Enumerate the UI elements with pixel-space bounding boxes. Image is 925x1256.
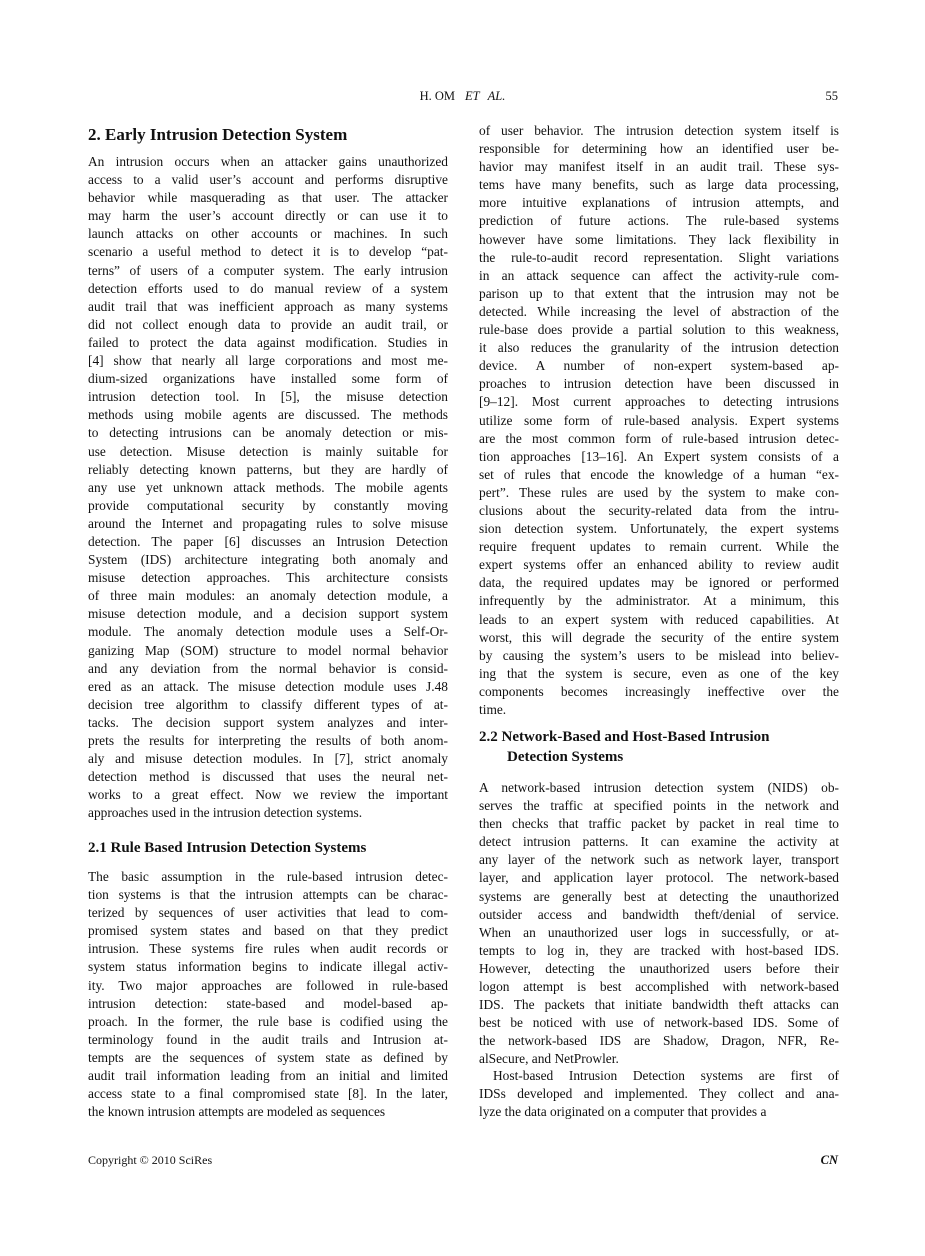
- text-line: decision tree algorithm to classify different types of at-: [88, 696, 448, 712]
- text-line: rule-base does provide a partial solution to this weakness,: [479, 322, 839, 338]
- text-line: any layer of the network such as network layer, transport: [479, 852, 839, 868]
- text-line: audit trail that was inefficient approach as many systems: [88, 298, 448, 314]
- text-line: [9–12]. Most current approaches to detecting intrusions: [479, 394, 839, 410]
- subsection-heading: 2.1 Rule Based Intrusion Detection Systems: [88, 840, 367, 856]
- text-line: infrequently by the administrator. At a minimum, this: [479, 593, 839, 609]
- text-line: may harm the user’s account directly or can use it to: [88, 208, 448, 224]
- text-line: worst, this will degrade the security of the entire system: [479, 629, 839, 645]
- paragraph: [88, 868, 448, 1121]
- text-line: of three main modules: an anomaly detection module, a: [88, 588, 448, 604]
- paragraph: [479, 779, 839, 1069]
- text-line: pert”. These rules are used by the system to make con-: [479, 484, 839, 500]
- text-line: intrusion detection tool. In [5], the misuse detection: [88, 389, 448, 405]
- text-line: lyze the data originated on a computer that provides a: [479, 1104, 767, 1120]
- text-line: terized by sequences of user activities that lead to com-: [88, 905, 448, 921]
- text-line: When an unauthorized user logs in successfully, or at-: [479, 924, 839, 940]
- header-et: ET: [465, 89, 480, 103]
- text-line: more intuitive explanations of intrusion attempts, and: [479, 195, 839, 211]
- text-line: components becomes increasingly ineffective over the: [479, 683, 839, 699]
- text-line: methods using mobile agents are discussed. The methods: [88, 407, 448, 423]
- text-line: module. The anomaly detection module uses a Self-Or-: [88, 624, 448, 640]
- text-line: failed to protect the data against modification. Studies in: [88, 334, 448, 350]
- text-line: provide computational security by constantly moving: [88, 497, 448, 513]
- text-line: detection method is discussed that uses the neural net-: [88, 769, 448, 785]
- text-line: prediction of future actions. The rule-based systems: [479, 213, 839, 229]
- text-line: in an attack sequence can affect the activity-rule com-: [479, 267, 839, 283]
- text-line: of user behavior. The intrusion detection system itself is: [479, 123, 839, 138]
- text-line: promised system states and based on that they predict: [88, 923, 448, 939]
- text-line: reliably detecting known patterns, but they are hardly of: [88, 461, 448, 477]
- paragraph: [88, 153, 448, 822]
- subsection-heading-cont: Detection Systems: [507, 749, 624, 765]
- journal-abbrev: CN: [820, 1153, 838, 1167]
- text-line: it also reduces the granularity of the intrusion detection: [479, 340, 839, 356]
- text-line: responsible for determining how an identified user be-: [479, 141, 839, 157]
- text-line: ing that the system is secure, even as one of the key: [479, 665, 839, 681]
- text-line: approaches used in the intrusion detection systems.: [88, 805, 363, 821]
- text-line: prets the results for interpreting the results of both anom-: [88, 733, 448, 748]
- paragraph: [479, 1067, 839, 1121]
- text-line: access state to a final compromised state [8]. In the later,: [88, 1086, 448, 1102]
- running-header: [0, 89, 925, 104]
- text-line: set of rules that encode the knowledge of a human “ex-: [479, 466, 839, 482]
- text-line: leads to an expert system with reduced capabilities. At: [479, 611, 839, 627]
- text-line: misuse detection approaches. This architecture consists: [88, 570, 448, 586]
- text-line: dium-sized organizations have installed some form of: [88, 371, 448, 387]
- text-line: the network-based IDS are Shadow, Dragon, NFR, Re-: [479, 1033, 839, 1049]
- text-line: ered as an attack. The misuse detection module uses J.48: [88, 678, 448, 694]
- text-line: by causing the system’s users to be mislead into believ-: [479, 647, 839, 663]
- text-line: ity. Two major approaches are followed in rule-based: [88, 977, 448, 993]
- text-line: intrusion detection: state-based and model-based ap-: [88, 995, 448, 1011]
- text-line: the known intrusion attempts are modeled as sequences: [88, 1104, 386, 1120]
- text-line: alSecure, and NetProwler.: [479, 1051, 619, 1067]
- text-line: tion approaches [13–16]. An Expert system consists of a: [479, 448, 839, 464]
- text-line: systems are generally best at detecting the unauthorized: [479, 888, 839, 904]
- text-line: however have some limitations. They lack flexibility in: [479, 231, 839, 247]
- text-line: IDS. The packets that initiate bandwidth theft attacks can: [479, 997, 839, 1013]
- text-line: tacks. The decision support system analyzes and inter-: [88, 714, 448, 730]
- paragraph: [479, 122, 839, 719]
- text-line: misuse detection module, and a decision support system: [88, 606, 448, 622]
- text-line: scenario a useful method to detect it is to develop “pat-: [88, 244, 448, 260]
- text-line: Host-based Intrusion Detection systems are first of: [493, 1068, 839, 1083]
- text-line: outsider access and bandwidth theft/denial of service.: [479, 906, 839, 922]
- header-al: AL.: [487, 89, 506, 103]
- text-line: aly and misuse detection modules. In [7], strict anomaly: [88, 751, 448, 767]
- text-line: time.: [479, 702, 507, 717]
- text-line: parison up to that extent that the intrusion may not be: [479, 285, 839, 301]
- page-number: 55: [825, 89, 838, 103]
- section-heading: 2. Early Intrusion Detection System: [88, 125, 348, 144]
- text-line: A network-based intrusion detection system (NIDS) ob-: [479, 780, 839, 795]
- text-line: However, detecting the unauthorized users before their: [479, 960, 839, 976]
- text-line: system status information begins to indicate illegal activ-: [88, 959, 448, 975]
- text-line: layer, and application layer protocol. The network-based: [479, 870, 839, 886]
- text-line: IDSs developed and implemented. They collect and ana-: [479, 1086, 839, 1102]
- text-line: detect intrusion patterns. It can examine the activity at: [479, 834, 839, 850]
- copyright: Copyright © 2010 SciRes: [88, 1153, 213, 1167]
- text-line: and any deviation from the normal behavior is consid-: [88, 660, 448, 676]
- text-line: the rule-to-audit record representation. Slight variations: [479, 249, 839, 265]
- text-line: serves the traffic at specified points in the network and: [479, 798, 839, 814]
- text-line: to detecting intrusions can be anomaly detection or mis-: [88, 425, 448, 441]
- text-line: intrusion. These systems fire rules when audit records or: [88, 941, 448, 957]
- text-line: tempts are the sequences of system state as defined by: [88, 1049, 448, 1065]
- text-line: proach. In the former, the rule base is codified using the: [88, 1013, 448, 1029]
- text-line: An intrusion occurs when an attacker gains unauthorized: [88, 154, 448, 169]
- text-line: tems have many benefits, such as large data processing,: [479, 177, 839, 193]
- text-line: did not collect enough data to provide an audit trail, or: [88, 316, 448, 332]
- text-line: expert systems offer an enhanced ability to review audit: [479, 557, 839, 573]
- text-line: detected. While increasing the level of abstraction of the: [479, 303, 839, 319]
- text-line: ganizing Map (SOM) structure to model normal behavior: [88, 642, 448, 658]
- header-authors: H. OM: [419, 89, 456, 103]
- text-line: audit trail information leading from an initial and limited: [88, 1068, 448, 1084]
- text-line: best be noticed with use of network-based IDS. Some of: [479, 1015, 839, 1031]
- text-line: launch attacks on other accounts or machines. In such: [88, 226, 448, 242]
- text-line: havior may manifest itself in an audit trail. These sys-: [479, 159, 839, 175]
- text-line: tion systems is that the intrusion attempts can be charac-: [88, 887, 448, 903]
- text-line: detection. The paper [6] discusses an Intrusion Detection: [88, 533, 448, 549]
- text-line: logon attempt is best accomplished with network-based: [479, 979, 839, 995]
- text-line: works to a great effect. Now we review the important: [88, 787, 448, 803]
- text-line: tempts to log in, they are tracked with host-based IDS.: [479, 942, 839, 958]
- text-line: any use yet unknown attack methods. The mobile agents: [88, 479, 448, 495]
- text-line: then checks that traffic packet by packet in real time to: [479, 816, 839, 832]
- text-line: access to a valid user’s account and performs disruptive: [88, 172, 448, 188]
- text-line: terns” of users of a computer system. The early intrusion: [88, 262, 448, 278]
- text-line: detection efforts used to do manual review of a system: [88, 280, 448, 296]
- text-line: terminology found in the audit trails and Intrusion at-: [88, 1031, 448, 1047]
- text-line: require frequent updates to remain current. While the: [479, 539, 839, 555]
- text-line: proaches to intrusion detection have been discussed in: [479, 376, 839, 392]
- text-line: are the most common form of rule-based intrusion detec-: [479, 430, 839, 446]
- subsection-heading: 2.2 Network-Based and Host-Based Intrusion: [479, 729, 770, 745]
- text-line: behavior while masquerading as that user. The attacker: [88, 190, 448, 206]
- text-line: use detection. Misuse detection is mainly suitable for: [88, 443, 448, 459]
- text-line: device. A number of non-expert system-based ap-: [479, 358, 839, 374]
- text-line: sion detection system. Unfortunately, the expert systems: [479, 521, 839, 537]
- text-line: clusions about the security-related data from the intru-: [479, 502, 839, 518]
- text-line: System (IDS) architecture integrating both anomaly and: [88, 552, 448, 568]
- text-line: [4] show that nearly all large corporations and most me-: [88, 353, 448, 369]
- text-line: data, the required updates may be ignored or performed: [479, 575, 839, 591]
- text-line: utilize some form of rule-based analysis. Expert systems: [479, 412, 839, 428]
- text-line: The basic assumption in the rule-based intrusion detec-: [88, 869, 448, 884]
- text-line: around the Internet and propagating rules to solve misuse: [88, 515, 448, 531]
